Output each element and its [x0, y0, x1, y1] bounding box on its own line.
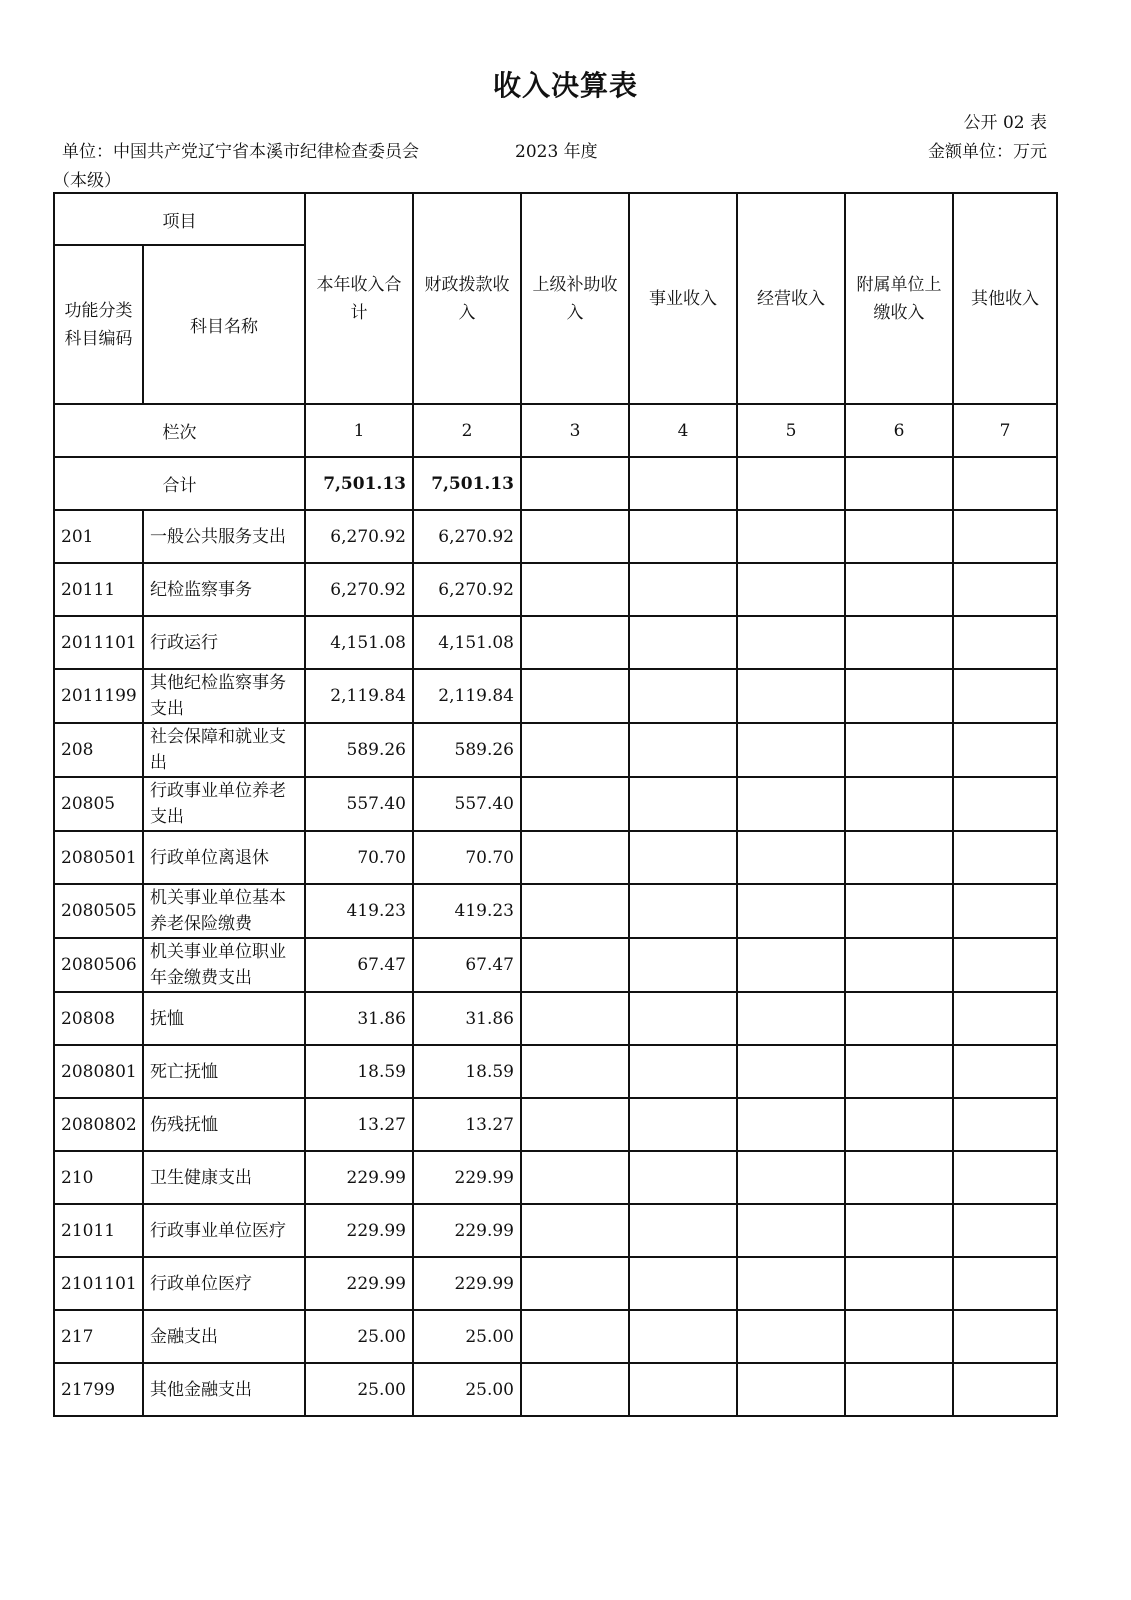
- row-col-4: [629, 1151, 737, 1204]
- row-col-6: [845, 563, 953, 616]
- row-col-4: [629, 1257, 737, 1310]
- row-name: 其他金融支出: [143, 1363, 305, 1416]
- row-name: 行政单位离退休: [143, 831, 305, 884]
- row-name: 一般公共服务支出: [143, 510, 305, 563]
- table-row: [54, 1098, 1057, 1151]
- row-code: 210: [54, 1151, 143, 1204]
- row-col-7: [953, 1310, 1057, 1363]
- form-number: 公开 02 表: [963, 113, 1047, 133]
- row-col-2: 419.23: [413, 884, 521, 938]
- row-name: 死亡抚恤: [143, 1045, 305, 1098]
- col-number-2: 2: [413, 404, 521, 457]
- total-col-4: [629, 457, 737, 510]
- report-title: 收入决算表: [492, 69, 638, 102]
- row-col-5: [737, 1151, 845, 1204]
- row-col-3: [521, 669, 629, 723]
- row-col-7: [953, 723, 1057, 777]
- row-col-2: 6,270.92: [413, 563, 521, 616]
- row-col-6: [845, 1363, 953, 1416]
- row-col-2: 31.86: [413, 992, 521, 1045]
- row-col-3: [521, 1363, 629, 1416]
- row-code: 20805: [54, 777, 143, 831]
- row-col-6: [845, 884, 953, 938]
- row-col-3: [521, 831, 629, 884]
- row-col-1: 2,119.84: [305, 669, 413, 723]
- col-number-1: 1: [305, 404, 413, 457]
- col-number-7: 7: [953, 404, 1057, 457]
- table-row: [54, 1045, 1057, 1098]
- row-code: 2080802: [54, 1098, 143, 1151]
- unit-suffix: （本级）: [53, 171, 121, 191]
- row-col-5: [737, 1098, 845, 1151]
- table-row: [54, 669, 1057, 723]
- row-col-4: [629, 992, 737, 1045]
- row-col-2: 4,151.08: [413, 616, 521, 669]
- header-name: 科目名称: [143, 245, 305, 404]
- col-number-5: 5: [737, 404, 845, 457]
- row-col-3: [521, 777, 629, 831]
- row-col-5: [737, 1257, 845, 1310]
- row-col-1: 67.47: [305, 938, 413, 992]
- row-col-6: [845, 1310, 953, 1363]
- row-col-7: [953, 777, 1057, 831]
- row-col-1: 229.99: [305, 1257, 413, 1310]
- row-col-7: [953, 563, 1057, 616]
- row-col-1: 18.59: [305, 1045, 413, 1098]
- row-code: 20808: [54, 992, 143, 1045]
- header-col-1: 本年收入合计: [305, 193, 413, 404]
- row-col-6: [845, 777, 953, 831]
- header-col-6: 附属单位上缴收入: [845, 193, 953, 404]
- total-row: [54, 457, 1057, 510]
- row-col-3: [521, 1257, 629, 1310]
- row-col-5: [737, 884, 845, 938]
- header-col-3: 上级补助收入: [521, 193, 629, 404]
- row-col-2: 229.99: [413, 1204, 521, 1257]
- col-number-3: 3: [521, 404, 629, 457]
- row-col-3: [521, 1310, 629, 1363]
- row-col-2: 70.70: [413, 831, 521, 884]
- row-col-6: [845, 938, 953, 992]
- row-col-7: [953, 992, 1057, 1045]
- row-name: 行政单位医疗: [143, 1257, 305, 1310]
- row-col-6: [845, 616, 953, 669]
- row-col-4: [629, 616, 737, 669]
- table-row: [54, 831, 1057, 884]
- row-col-2: 6,270.92: [413, 510, 521, 563]
- row-col-1: 70.70: [305, 831, 413, 884]
- row-code: 201: [54, 510, 143, 563]
- row-code: 2080801: [54, 1045, 143, 1098]
- income-table: [53, 192, 1058, 1417]
- row-col-5: [737, 992, 845, 1045]
- row-name: 抚恤: [143, 992, 305, 1045]
- header-col-2: 财政拨款收入: [413, 193, 521, 404]
- row-col-1: 557.40: [305, 777, 413, 831]
- row-col-7: [953, 884, 1057, 938]
- row-code: 208: [54, 723, 143, 777]
- row-col-4: [629, 510, 737, 563]
- table-row: [54, 563, 1057, 616]
- row-code: 2080505: [54, 884, 143, 938]
- row-col-7: [953, 1045, 1057, 1098]
- header-col-5: 经营收入: [737, 193, 845, 404]
- row-col-5: [737, 938, 845, 992]
- row-col-1: 13.27: [305, 1098, 413, 1151]
- row-code: 2011101: [54, 616, 143, 669]
- row-code: 20111: [54, 563, 143, 616]
- total-col-2: 7,501.13: [413, 457, 521, 510]
- row-col-4: [629, 884, 737, 938]
- table-row: [54, 1363, 1057, 1416]
- row-name: 金融支出: [143, 1310, 305, 1363]
- row-col-5: [737, 1204, 845, 1257]
- row-col-5: [737, 777, 845, 831]
- row-col-7: [953, 669, 1057, 723]
- total-label: 合计: [54, 457, 305, 510]
- row-col-4: [629, 777, 737, 831]
- total-col-7: [953, 457, 1057, 510]
- row-name: 行政事业单位养老支出: [143, 777, 305, 831]
- header-project: 项目: [54, 193, 305, 245]
- row-col-2: 229.99: [413, 1257, 521, 1310]
- row-col-5: [737, 616, 845, 669]
- row-col-6: [845, 992, 953, 1045]
- total-col-5: [737, 457, 845, 510]
- row-name: 机关事业单位基本养老保险缴费: [143, 884, 305, 938]
- row-col-5: [737, 1363, 845, 1416]
- table-row: [54, 992, 1057, 1045]
- table-row: [54, 1257, 1057, 1310]
- row-col-7: [953, 616, 1057, 669]
- table-row: [54, 1204, 1057, 1257]
- row-col-3: [521, 938, 629, 992]
- row-col-4: [629, 1363, 737, 1416]
- row-code: 21799: [54, 1363, 143, 1416]
- table-row: [54, 616, 1057, 669]
- row-col-7: [953, 938, 1057, 992]
- row-code: 2101101: [54, 1257, 143, 1310]
- row-col-1: 6,270.92: [305, 563, 413, 616]
- row-col-6: [845, 1045, 953, 1098]
- row-col-1: 589.26: [305, 723, 413, 777]
- row-col-4: [629, 831, 737, 884]
- row-col-3: [521, 1151, 629, 1204]
- row-col-4: [629, 938, 737, 992]
- row-col-6: [845, 723, 953, 777]
- row-name: 行政事业单位医疗: [143, 1204, 305, 1257]
- row-col-2: 25.00: [413, 1310, 521, 1363]
- row-col-1: 25.00: [305, 1310, 413, 1363]
- row-code: 217: [54, 1310, 143, 1363]
- row-col-1: 31.86: [305, 992, 413, 1045]
- row-col-6: [845, 1257, 953, 1310]
- row-name: 社会保障和就业支出: [143, 723, 305, 777]
- row-col-4: [629, 563, 737, 616]
- row-col-2: 18.59: [413, 1045, 521, 1098]
- row-col-6: [845, 831, 953, 884]
- row-col-3: [521, 616, 629, 669]
- row-name: 纪检监察事务: [143, 563, 305, 616]
- row-col-7: [953, 1151, 1057, 1204]
- row-col-3: [521, 1098, 629, 1151]
- table-row: [54, 723, 1057, 777]
- table-row: [54, 510, 1057, 563]
- row-col-7: [953, 1363, 1057, 1416]
- row-name: 行政运行: [143, 616, 305, 669]
- table-row: [54, 884, 1057, 938]
- header-code: 功能分类科目编码: [54, 245, 143, 404]
- row-col-5: [737, 1045, 845, 1098]
- header-col-7: 其他收入: [953, 193, 1057, 404]
- col-number-4: 4: [629, 404, 737, 457]
- row-code: 2080506: [54, 938, 143, 992]
- amount-unit: 金额单位：万元: [928, 142, 1047, 162]
- row-col-1: 6,270.92: [305, 510, 413, 563]
- row-col-3: [521, 723, 629, 777]
- row-col-4: [629, 1098, 737, 1151]
- row-code: 21011: [54, 1204, 143, 1257]
- row-col-2: 589.26: [413, 723, 521, 777]
- table-row: [54, 938, 1057, 992]
- row-col-4: [629, 1204, 737, 1257]
- row-col-1: 4,151.08: [305, 616, 413, 669]
- total-col-3: [521, 457, 629, 510]
- row-col-3: [521, 510, 629, 563]
- row-col-6: [845, 1098, 953, 1151]
- row-col-5: [737, 1310, 845, 1363]
- table-row: [54, 1310, 1057, 1363]
- row-col-2: 25.00: [413, 1363, 521, 1416]
- row-col-2: 67.47: [413, 938, 521, 992]
- row-col-5: [737, 563, 845, 616]
- row-col-3: [521, 563, 629, 616]
- row-col-7: [953, 1204, 1057, 1257]
- row-col-5: [737, 723, 845, 777]
- row-col-1: 25.00: [305, 1363, 413, 1416]
- row-col-7: [953, 831, 1057, 884]
- row-col-4: [629, 669, 737, 723]
- row-col-3: [521, 1045, 629, 1098]
- row-col-7: [953, 510, 1057, 563]
- row-name: 其他纪检监察事务支出: [143, 669, 305, 723]
- unit-name: 单位：中国共产党辽宁省本溪市纪律检查委员会: [62, 142, 419, 162]
- row-col-4: [629, 1045, 737, 1098]
- row-col-2: 557.40: [413, 777, 521, 831]
- row-col-6: [845, 669, 953, 723]
- row-col-1: 229.99: [305, 1151, 413, 1204]
- row-col-2: 13.27: [413, 1098, 521, 1151]
- header-col-4: 事业收入: [629, 193, 737, 404]
- row-col-6: [845, 510, 953, 563]
- row-col-3: [521, 992, 629, 1045]
- table-row: [54, 777, 1057, 831]
- row-name: 伤残抚恤: [143, 1098, 305, 1151]
- row-col-5: [737, 510, 845, 563]
- row-name: 机关事业单位职业年金缴费支出: [143, 938, 305, 992]
- row-col-3: [521, 884, 629, 938]
- row-col-7: [953, 1098, 1057, 1151]
- total-col-1: 7,501.13: [305, 457, 413, 510]
- row-col-2: 2,119.84: [413, 669, 521, 723]
- row-col-4: [629, 1310, 737, 1363]
- fiscal-year: 2023 年度: [515, 142, 598, 162]
- row-col-2: 229.99: [413, 1151, 521, 1204]
- row-code: 2080501: [54, 831, 143, 884]
- row-col-1: 419.23: [305, 884, 413, 938]
- row-col-1: 229.99: [305, 1204, 413, 1257]
- row-col-6: [845, 1204, 953, 1257]
- row-name: 卫生健康支出: [143, 1151, 305, 1204]
- row-code: 2011199: [54, 669, 143, 723]
- row-col-5: [737, 669, 845, 723]
- total-col-6: [845, 457, 953, 510]
- col-number-label: 栏次: [54, 404, 305, 457]
- row-col-7: [953, 1257, 1057, 1310]
- table-row: [54, 1151, 1057, 1204]
- row-col-6: [845, 1151, 953, 1204]
- row-col-3: [521, 1204, 629, 1257]
- col-number-6: 6: [845, 404, 953, 457]
- row-col-5: [737, 831, 845, 884]
- row-col-4: [629, 723, 737, 777]
